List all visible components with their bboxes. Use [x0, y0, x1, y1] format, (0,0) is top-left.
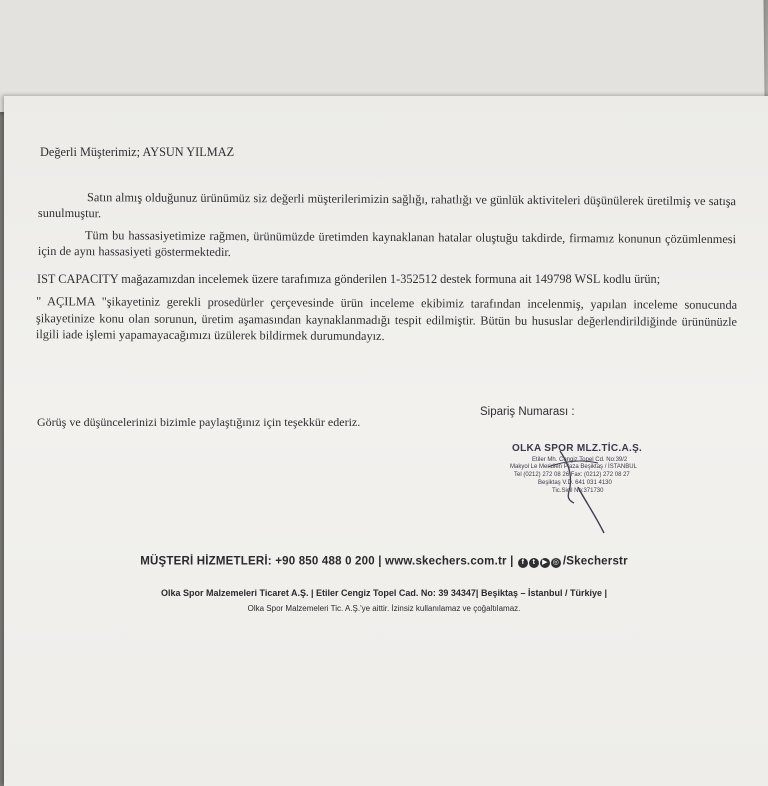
- instagram-icon: ◎: [552, 559, 560, 566]
- social-handle: /Skecherstr: [562, 555, 628, 568]
- customer-service-line: [0, 555, 768, 568]
- stamp-line: Beşiktaş V.D. 641 031 4130: [538, 480, 612, 486]
- paragraph-4: " AÇILMA "şikayetiniz gerekli prosedürler çerçevesinde ürün inceleme ekibimiz tarafından incelenmiş, yapılan inceleme sonucunda şikayetinize konu olan sorunun, üretim aşamasından kaynaklanmadığı tespit edilmiştir. Bütün bu hususlar değerlendirildiğinde ürününüzle ilgili iade işlemi yapamayacağımızı üzülerek bildirmek durumundayız.: [35, 294, 738, 343]
- signature-mark: [508, 443, 658, 538]
- stamp-line: Etiler Mh. Cengiz Topel Cd. No:39/2: [532, 457, 628, 463]
- social-icons: [518, 555, 562, 568]
- thanks-line: Görüş ve düşüncelerinizi bizimle paylaştığınız için teşekkür ederiz.: [37, 415, 361, 429]
- stamp-line: Tel (0212) 272 08 26 Fax: (0212) 272 08 27: [514, 472, 630, 478]
- hotline-text: MÜŞTERİ HİZMETLERİ: +90 850 488 0 200 | www.skechers.com.tr |: [140, 555, 514, 568]
- rights-notice: Olka Spor Malzemeleri Tic. A.Ş.'ye aittir. İzinsiz kullanılamaz ve çoğaltılamaz.: [247, 604, 521, 613]
- salutation: Değerli Müşterimiz; AYSUN YILMAZ: [40, 145, 235, 159]
- youtube-icon: ▶: [540, 558, 550, 568]
- facebook-icon: f: [518, 558, 528, 568]
- paragraph-2: Tüm bu hassasiyetimize rağmen, ürünümüzde üretimden kaynaklanan hatalar oluştuğu takdirde, firmamız konunun çözümlenmesi için de aynı hassasiyeti göstermektedir.: [37, 228, 737, 260]
- twitter-icon: t: [529, 558, 539, 568]
- order-number-label: Sipariş Numarası :: [480, 406, 575, 418]
- stamp-company-name: OLKA SPOR MLZ.TİC.A.Ş.: [512, 443, 643, 454]
- company-address: Olka Spor Malzemeleri Ticaret A.Ş. | Etiler Cengiz Topel Cad. No: 39 34347| Beşiktaş – İstanbul / Türkiye |: [160, 588, 608, 598]
- paragraph-1: Satın almış olduğunuz ürünümüz siz değerli müşterilerimizin sağlığı, rahatlığı ve günlük aktiviteleri düşünülerek üretilmiş ve satışa sunulmuştur.: [37, 190, 737, 221]
- stamp-line: Tic.Sicil No:371730: [552, 488, 604, 494]
- paragraph-3: IST CAPACITY mağazamızdan incelemek üzere tarafımıza gönderilen 1-352512 destek formuna ait 149798 WSL kodlu ürün;: [37, 272, 661, 286]
- stamp-line: Makyol Le Meridien Plaza Beşiktaş / İSTANBUL: [510, 464, 637, 470]
- company-stamp: [508, 443, 658, 538]
